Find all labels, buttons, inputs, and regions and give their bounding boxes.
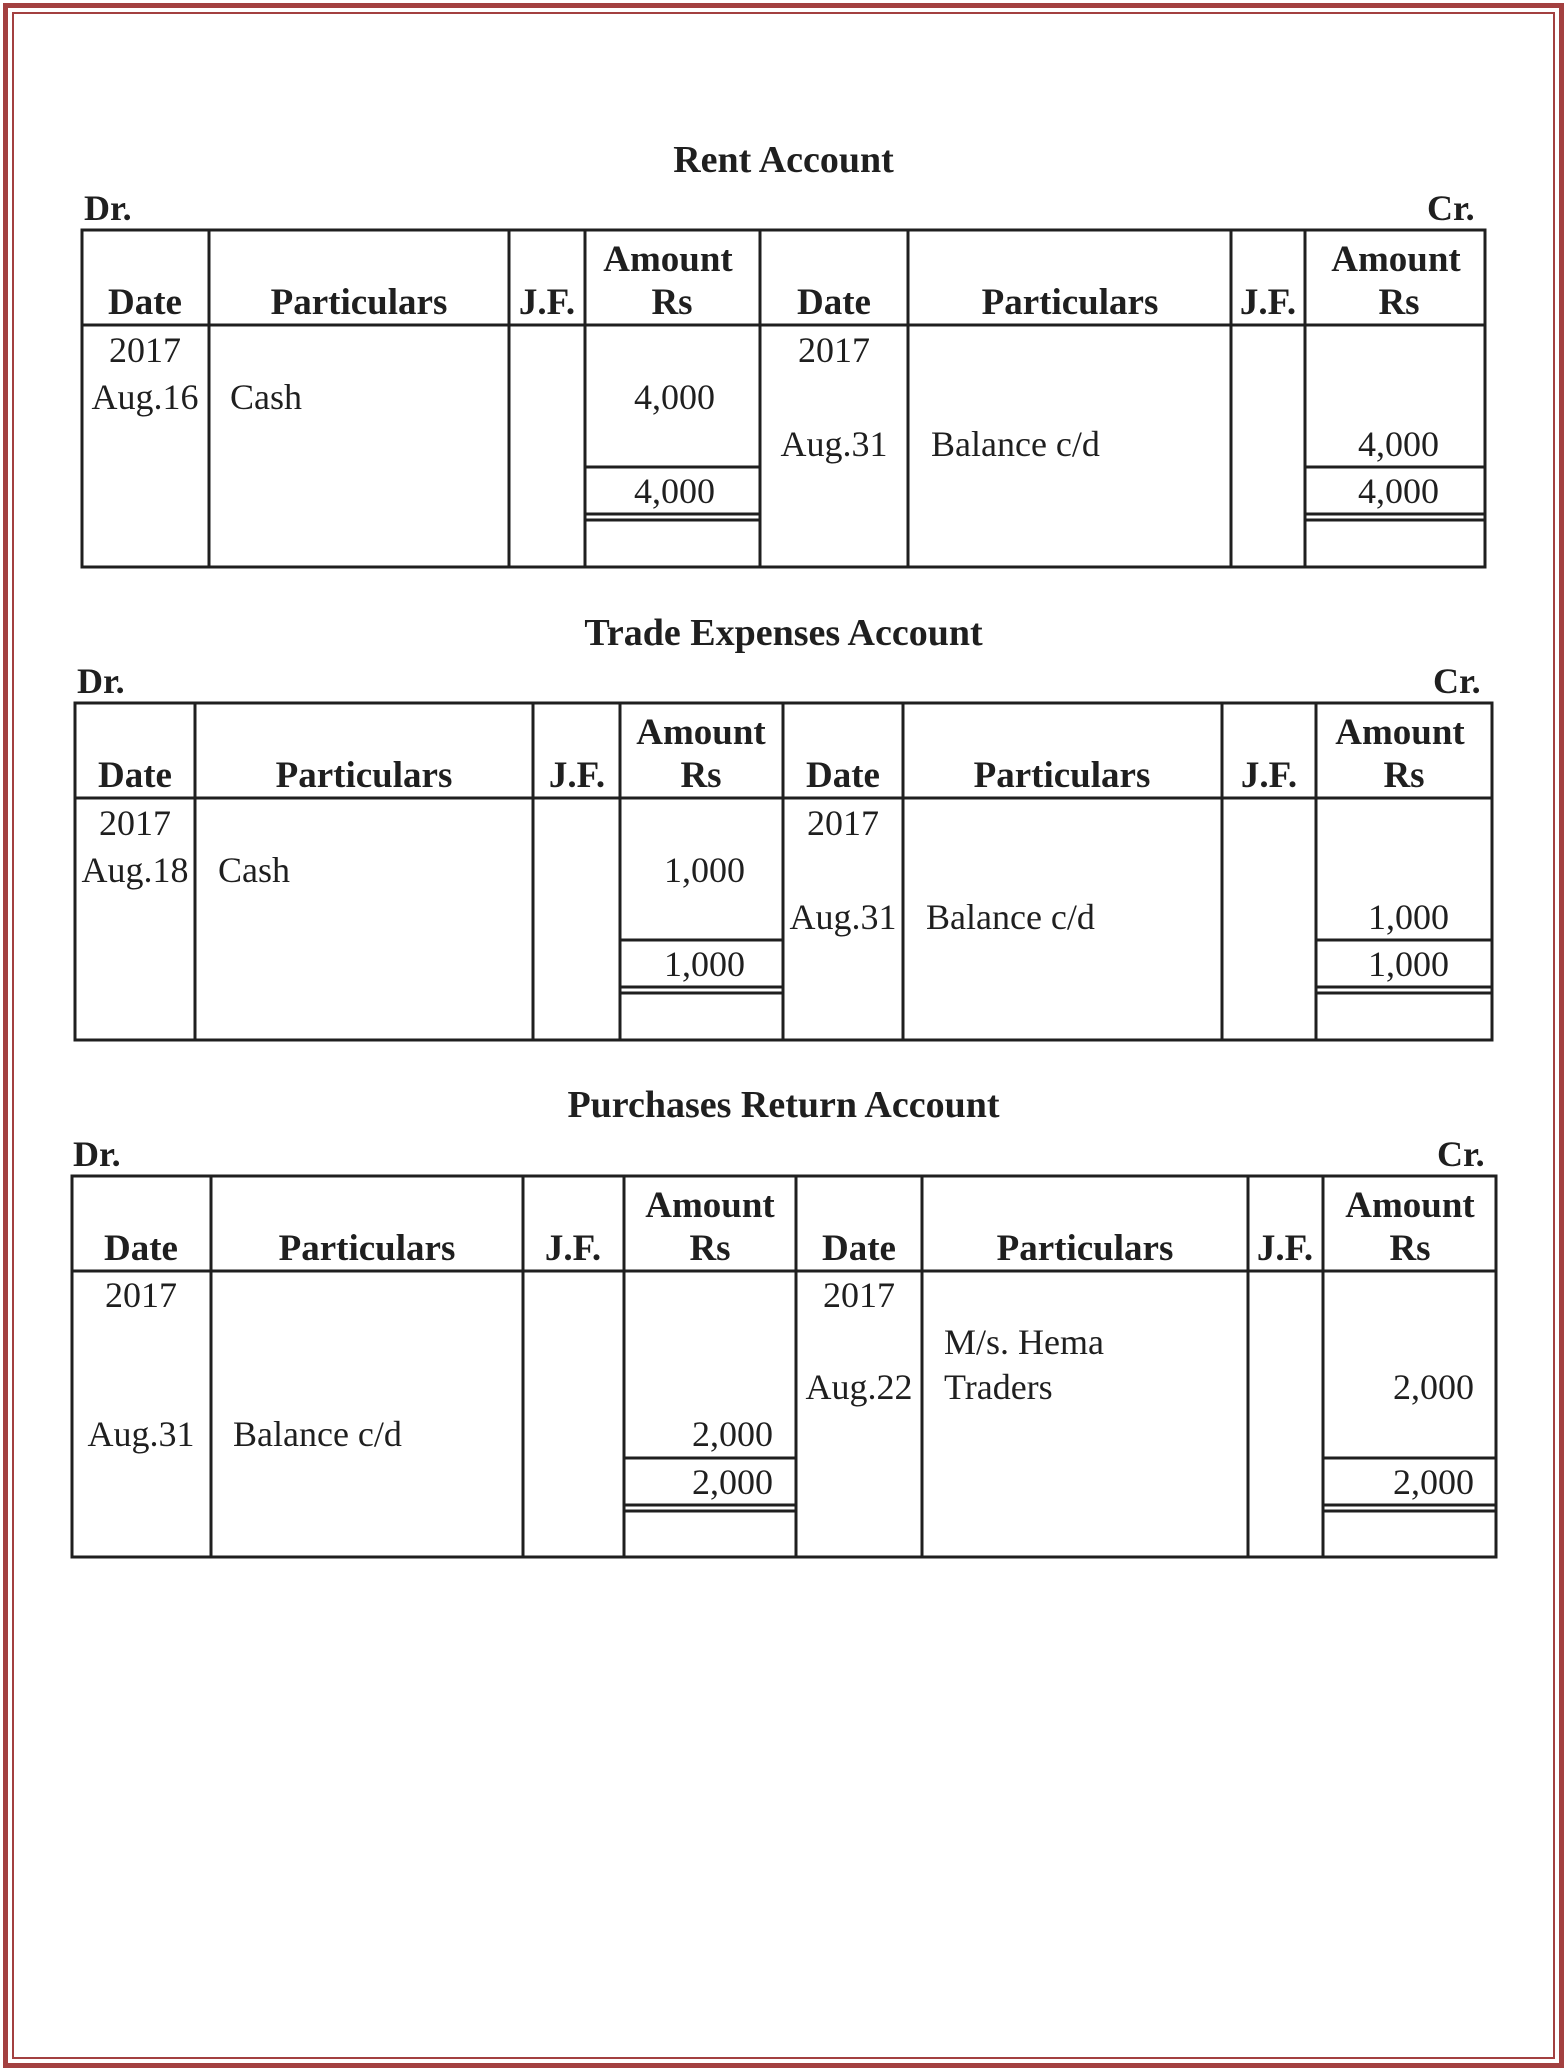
purchases-cr-label: Cr. [1437, 1134, 1485, 1174]
rent-cr-amount-header: Amount [1331, 239, 1461, 280]
purchases-cr-entry-particulars-line2: Traders [944, 1367, 1053, 1407]
purchases-dr-particulars-header: Particulars [278, 1228, 456, 1269]
trade-dr-total: 1,000 [664, 944, 745, 984]
purchases-dr-entry-particulars: Balance c/d [233, 1414, 402, 1454]
trade-dr-amount-header: Amount [636, 712, 766, 753]
rent-dr-entry-date: Aug.16 [91, 377, 199, 417]
rent-cr-particulars-header: Particulars [981, 282, 1159, 323]
rent-cr-jf-header: J.F. [1239, 282, 1297, 323]
trade-cr-amount-header: Amount [1335, 712, 1465, 753]
purchases-cr-amount-header: Amount [1345, 1185, 1475, 1226]
purchases-cr-date-header: Date [822, 1228, 896, 1269]
trade-dr-entry-amount: 1,000 [664, 850, 745, 890]
purchases-dr-amount-header: Amount [645, 1185, 775, 1226]
rent-dr-rs-header: Rs [651, 282, 693, 323]
trade-dr-particulars-header: Particulars [275, 755, 453, 796]
purchases-dr-total: 2,000 [692, 1462, 773, 1502]
rent-cr-date-header: Date [797, 282, 871, 323]
purchases-dr-rs-header: Rs [689, 1228, 731, 1269]
trade-expenses-account-title: Trade Expenses Account [584, 612, 983, 654]
rent-cr-entry-date: Aug.31 [780, 424, 888, 464]
rent-dr-date-header: Date [108, 282, 182, 323]
purchases-cr-particulars-header: Particulars [996, 1228, 1174, 1269]
trade-cr-particulars-header: Particulars [973, 755, 1151, 796]
trade-cr-total: 1,000 [1368, 944, 1449, 984]
rent-cr-entry-particulars: Balance c/d [931, 424, 1100, 464]
trade-cr-label: Cr. [1433, 661, 1481, 701]
purchases-dr-year: 2017 [105, 1275, 177, 1315]
trade-dr-entry-date: Aug.18 [81, 850, 189, 890]
purchases-cr-rs-header: Rs [1389, 1228, 1431, 1269]
purchases-dr-date-header: Date [104, 1228, 178, 1269]
purchases-dr-entry-amount: 2,000 [692, 1414, 773, 1454]
trade-dr-label: Dr. [77, 661, 125, 701]
purchases-cr-entry-amount: 2,000 [1393, 1367, 1474, 1407]
purchases-dr-entry-date: Aug.31 [87, 1414, 195, 1454]
rent-dr-label: Dr. [84, 188, 132, 228]
trade-dr-entry-particulars: Cash [218, 850, 290, 890]
purchases-cr-entry-particulars-line1: M/s. Hema [944, 1322, 1104, 1362]
rent-cr-rs-header: Rs [1378, 282, 1420, 323]
trade-cr-jf-header: J.F. [1240, 755, 1298, 796]
trade-dr-rs-header: Rs [680, 755, 722, 796]
trade-dr-year: 2017 [99, 803, 171, 843]
rent-dr-entry-particulars: Cash [230, 377, 302, 417]
trade-cr-rs-header: Rs [1383, 755, 1425, 796]
trade-cr-entry-date: Aug.31 [789, 897, 897, 937]
rent-dr-year: 2017 [109, 330, 181, 370]
rent-cr-label: Cr. [1427, 188, 1475, 228]
purchases-cr-total: 2,000 [1393, 1462, 1474, 1502]
rent-cr-year: 2017 [798, 330, 870, 370]
trade-dr-jf-header: J.F. [548, 755, 606, 796]
purchases-dr-label: Dr. [73, 1134, 121, 1174]
rent-account-title: Rent Account [673, 139, 894, 181]
trade-cr-entry-particulars: Balance c/d [926, 897, 1095, 937]
purchases-cr-year: 2017 [823, 1275, 895, 1315]
rent-dr-amount-header: Amount [603, 239, 733, 280]
purchases-cr-entry-date: Aug.22 [805, 1367, 913, 1407]
purchases-cr-jf-header: J.F. [1256, 1228, 1314, 1269]
rent-dr-total: 4,000 [634, 471, 715, 511]
rent-dr-particulars-header: Particulars [270, 282, 448, 323]
rent-cr-total: 4,000 [1358, 471, 1439, 511]
trade-cr-entry-amount: 1,000 [1368, 897, 1449, 937]
purchases-dr-jf-header: J.F. [544, 1228, 602, 1269]
purchases-return-account-title: Purchases Return Account [567, 1084, 1000, 1126]
rent-dr-entry-amount: 4,000 [634, 377, 715, 417]
rent-dr-jf-header: J.F. [518, 282, 576, 323]
rent-cr-entry-amount: 4,000 [1358, 424, 1439, 464]
trade-cr-year: 2017 [807, 803, 879, 843]
trade-cr-date-header: Date [806, 755, 880, 796]
trade-dr-date-header: Date [98, 755, 172, 796]
